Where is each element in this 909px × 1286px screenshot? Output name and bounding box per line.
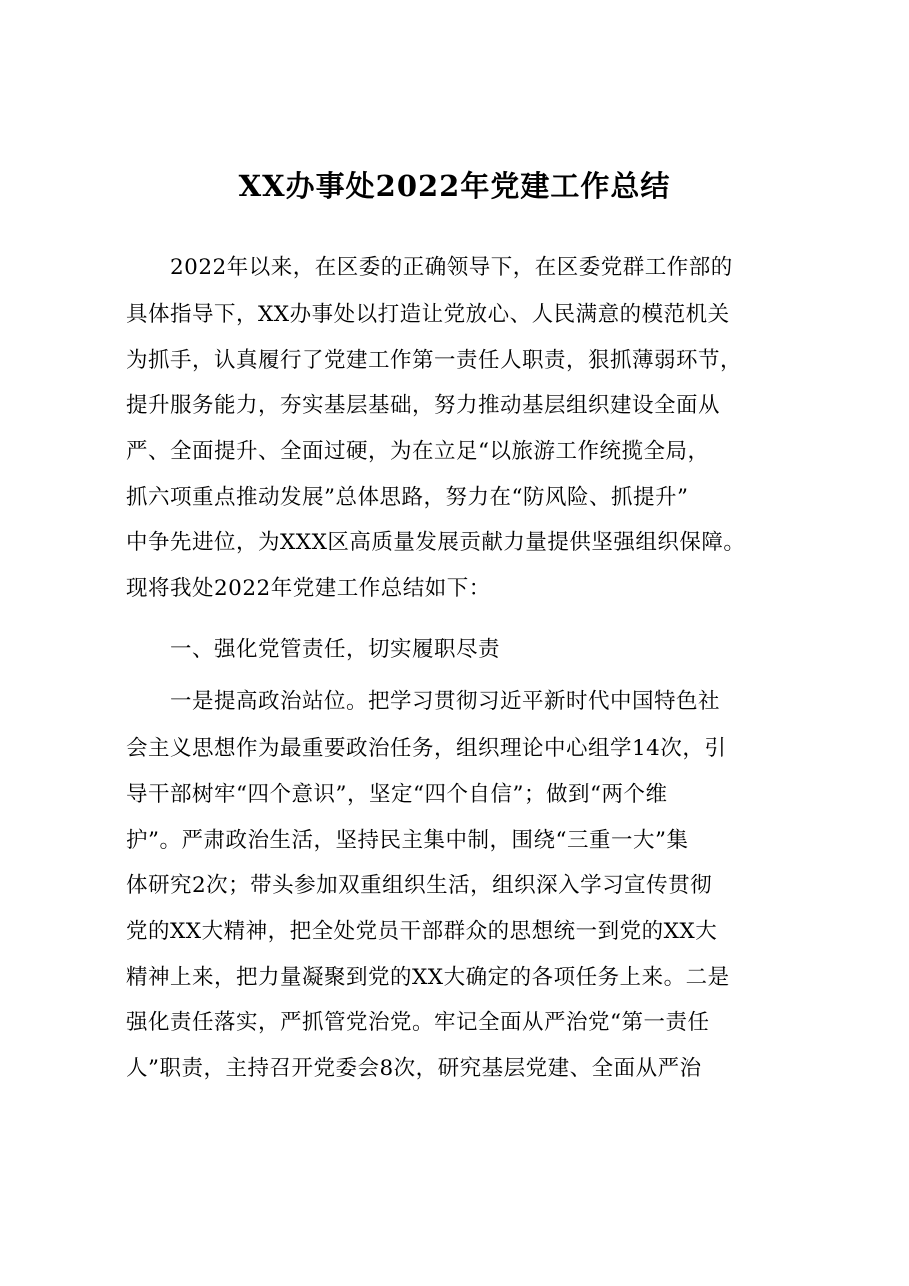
paragraph-line: 提升服务能力，夯实基层基础，努力推动基层组织建设全面从	[126, 393, 721, 418]
paragraph-line: 严、全面提升、全面过硬，为在立足“以旅游工作统揽全局，	[126, 439, 710, 464]
paragraph-line: 强化责任落实，严抓管党治党。牢记全面从严治党“第一责任	[126, 1010, 710, 1035]
paragraph-line: 2022年以来，在区委的正确领导下，在区委党群工作部的	[170, 255, 733, 280]
paragraph-line: 为抓手，认真履行了党建工作第一责任人职责，狠抓薄弱环节，	[126, 348, 743, 373]
paragraph-line: 护”。严肃政治生活，坚持民主集中制，围绕“三重一大”集	[126, 828, 689, 853]
document-title: XX办事处2022年党建工作总结	[238, 169, 671, 203]
paragraph-line: 中争先进位，为XXX区高质量发展贡献力量提供坚强组织保障。	[126, 530, 746, 555]
paragraph-line: 导干部树牢“四个意识”，坚定“四个自信”；做到“两个维	[126, 782, 668, 807]
paragraph-line: 体研究2次；带头参加双重组织生活，组织深入学习宣传贯彻	[126, 873, 713, 898]
paragraph-line: 精神上来，把力量凝聚到党的XX大确定的各项任务上来。二是	[126, 965, 730, 990]
paragraph-line: 会主义思想作为最重要政治任务，组织理论中心组学14次，引	[126, 736, 727, 761]
paragraph-line: 现将我处2022年党建工作总结如下：	[126, 576, 491, 601]
paragraph-line: 抓六项重点推动发展”总体思路，努力在“防风险、抓提升”	[126, 485, 689, 510]
paragraph-line: 具体指导下，XX办事处以打造让党放心、人民满意的模范机关	[126, 302, 730, 327]
paragraph-line: 党的XX大精神，把全处党员干部群众的思想统一到党的XX大	[126, 919, 718, 944]
section-heading: 一、强化党管责任，切实履职尽责	[170, 637, 501, 662]
paragraph-line: 人”职责，主持召开党委会8次，研究基层党建、全面从严治	[126, 1056, 702, 1081]
paragraph-line: 一是提高政治站位。把学习贯彻习近平新时代中国特色社	[170, 689, 721, 714]
